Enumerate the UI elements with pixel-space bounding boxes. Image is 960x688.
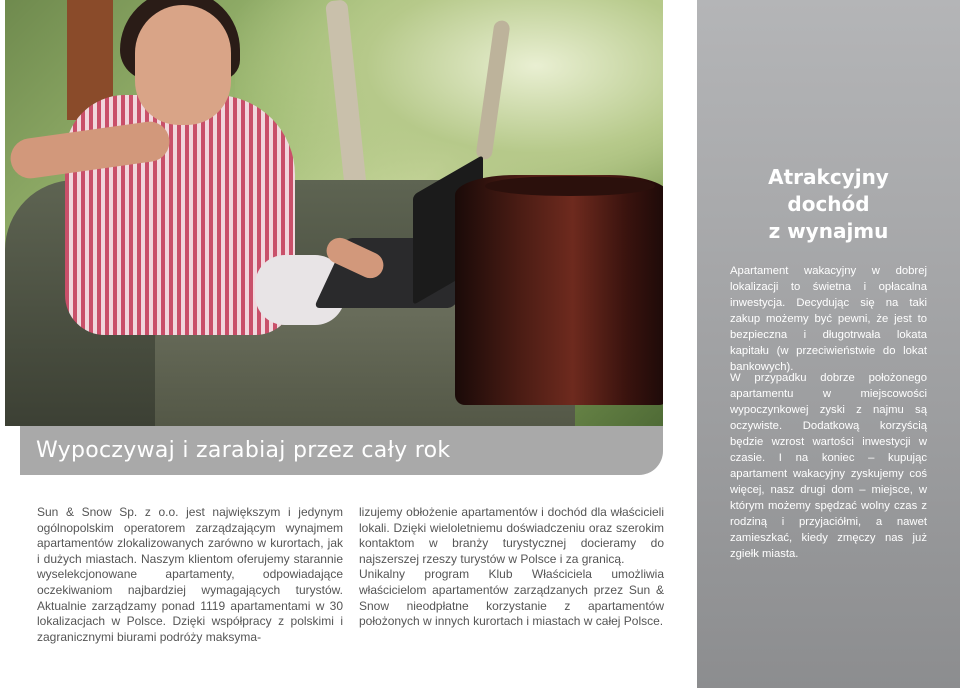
panel-paragraph: W przypadku dobrze położonego apartamentu w miejscowości wypoczynkowej zyski z najmu są oczywiste. Dodatkową korzyścią będzie wzrost wartości inwestycji w czasie. I na koniec – kupując apartament wakacyjny zyskujemy coś więcej, nasz drugi dom – miejsce, w którym możemy spędzać wolny czas z rodziną i przyjaciółmi, a nawet zamieszkać, kiedy zmęczy nas już zgiełk miasta.	[730, 372, 927, 560]
heading-line: z wynajmu	[768, 219, 889, 243]
paragraph: lizujemy obłożenie apartamentów i dochód dla właścicieli lokali. Dzięki wieloletniemu doświadczeniu oraz szerokim kontaktom w branży turystycznej docieramy do najszerszej rzeszy turystów w Polsce i za granicą.	[359, 505, 664, 566]
hero-photo	[5, 0, 663, 426]
side-panel	[697, 0, 960, 688]
paragraph: Sun & Snow Sp. z o.o. jest największym i jedynym ogólnopolskim operatorem zarządzającym wynajmem apartamentów zlokalizowanych zarówno w kurortach, jak i dużych miastach. Naszym klientom oferujemy starannie wyselekcjonowane apartamenty, odpowiadające oczekiwaniom najbardziej wymagających turystów. Aktualnie zarządzamy ponad 1119 apartamentami w 30 lokalizacjach w Polsce. Dzięki współpracy z polskimi i zagranicznymi biurami podróży maksyma-	[37, 505, 343, 644]
heading-line: Atrakcyjny	[768, 165, 889, 189]
page-title: Wypoczywaj i zarabiaj przez cały rok	[36, 438, 451, 463]
paragraph: Unikalny program Klub Właściciela umożliwia właścicielom apartamentów zarządzanych przez Sun & Snow nieodpłatne korzystanie z apartamentów położonych w innych kurortach i miastach w całej Polsce.	[359, 567, 664, 629]
body-column-left	[37, 505, 343, 645]
title-banner	[20, 426, 663, 475]
body-column-right	[359, 505, 664, 630]
lamp-shade	[455, 175, 663, 405]
panel-heading	[697, 164, 960, 245]
lamp-top	[485, 176, 655, 196]
heading-line: dochód	[787, 192, 870, 216]
panel-paragraph: Apartament wakacyjny w dobrej lokalizacji to świetna i opłacalna inwestycja. Decydując się na taki zakup możemy być pewni, że jest to bezpieczna i długotrwała lokata kapitału (w przeciwieństwie do lokat bankowych).	[730, 265, 927, 373]
woman-face	[135, 5, 231, 125]
